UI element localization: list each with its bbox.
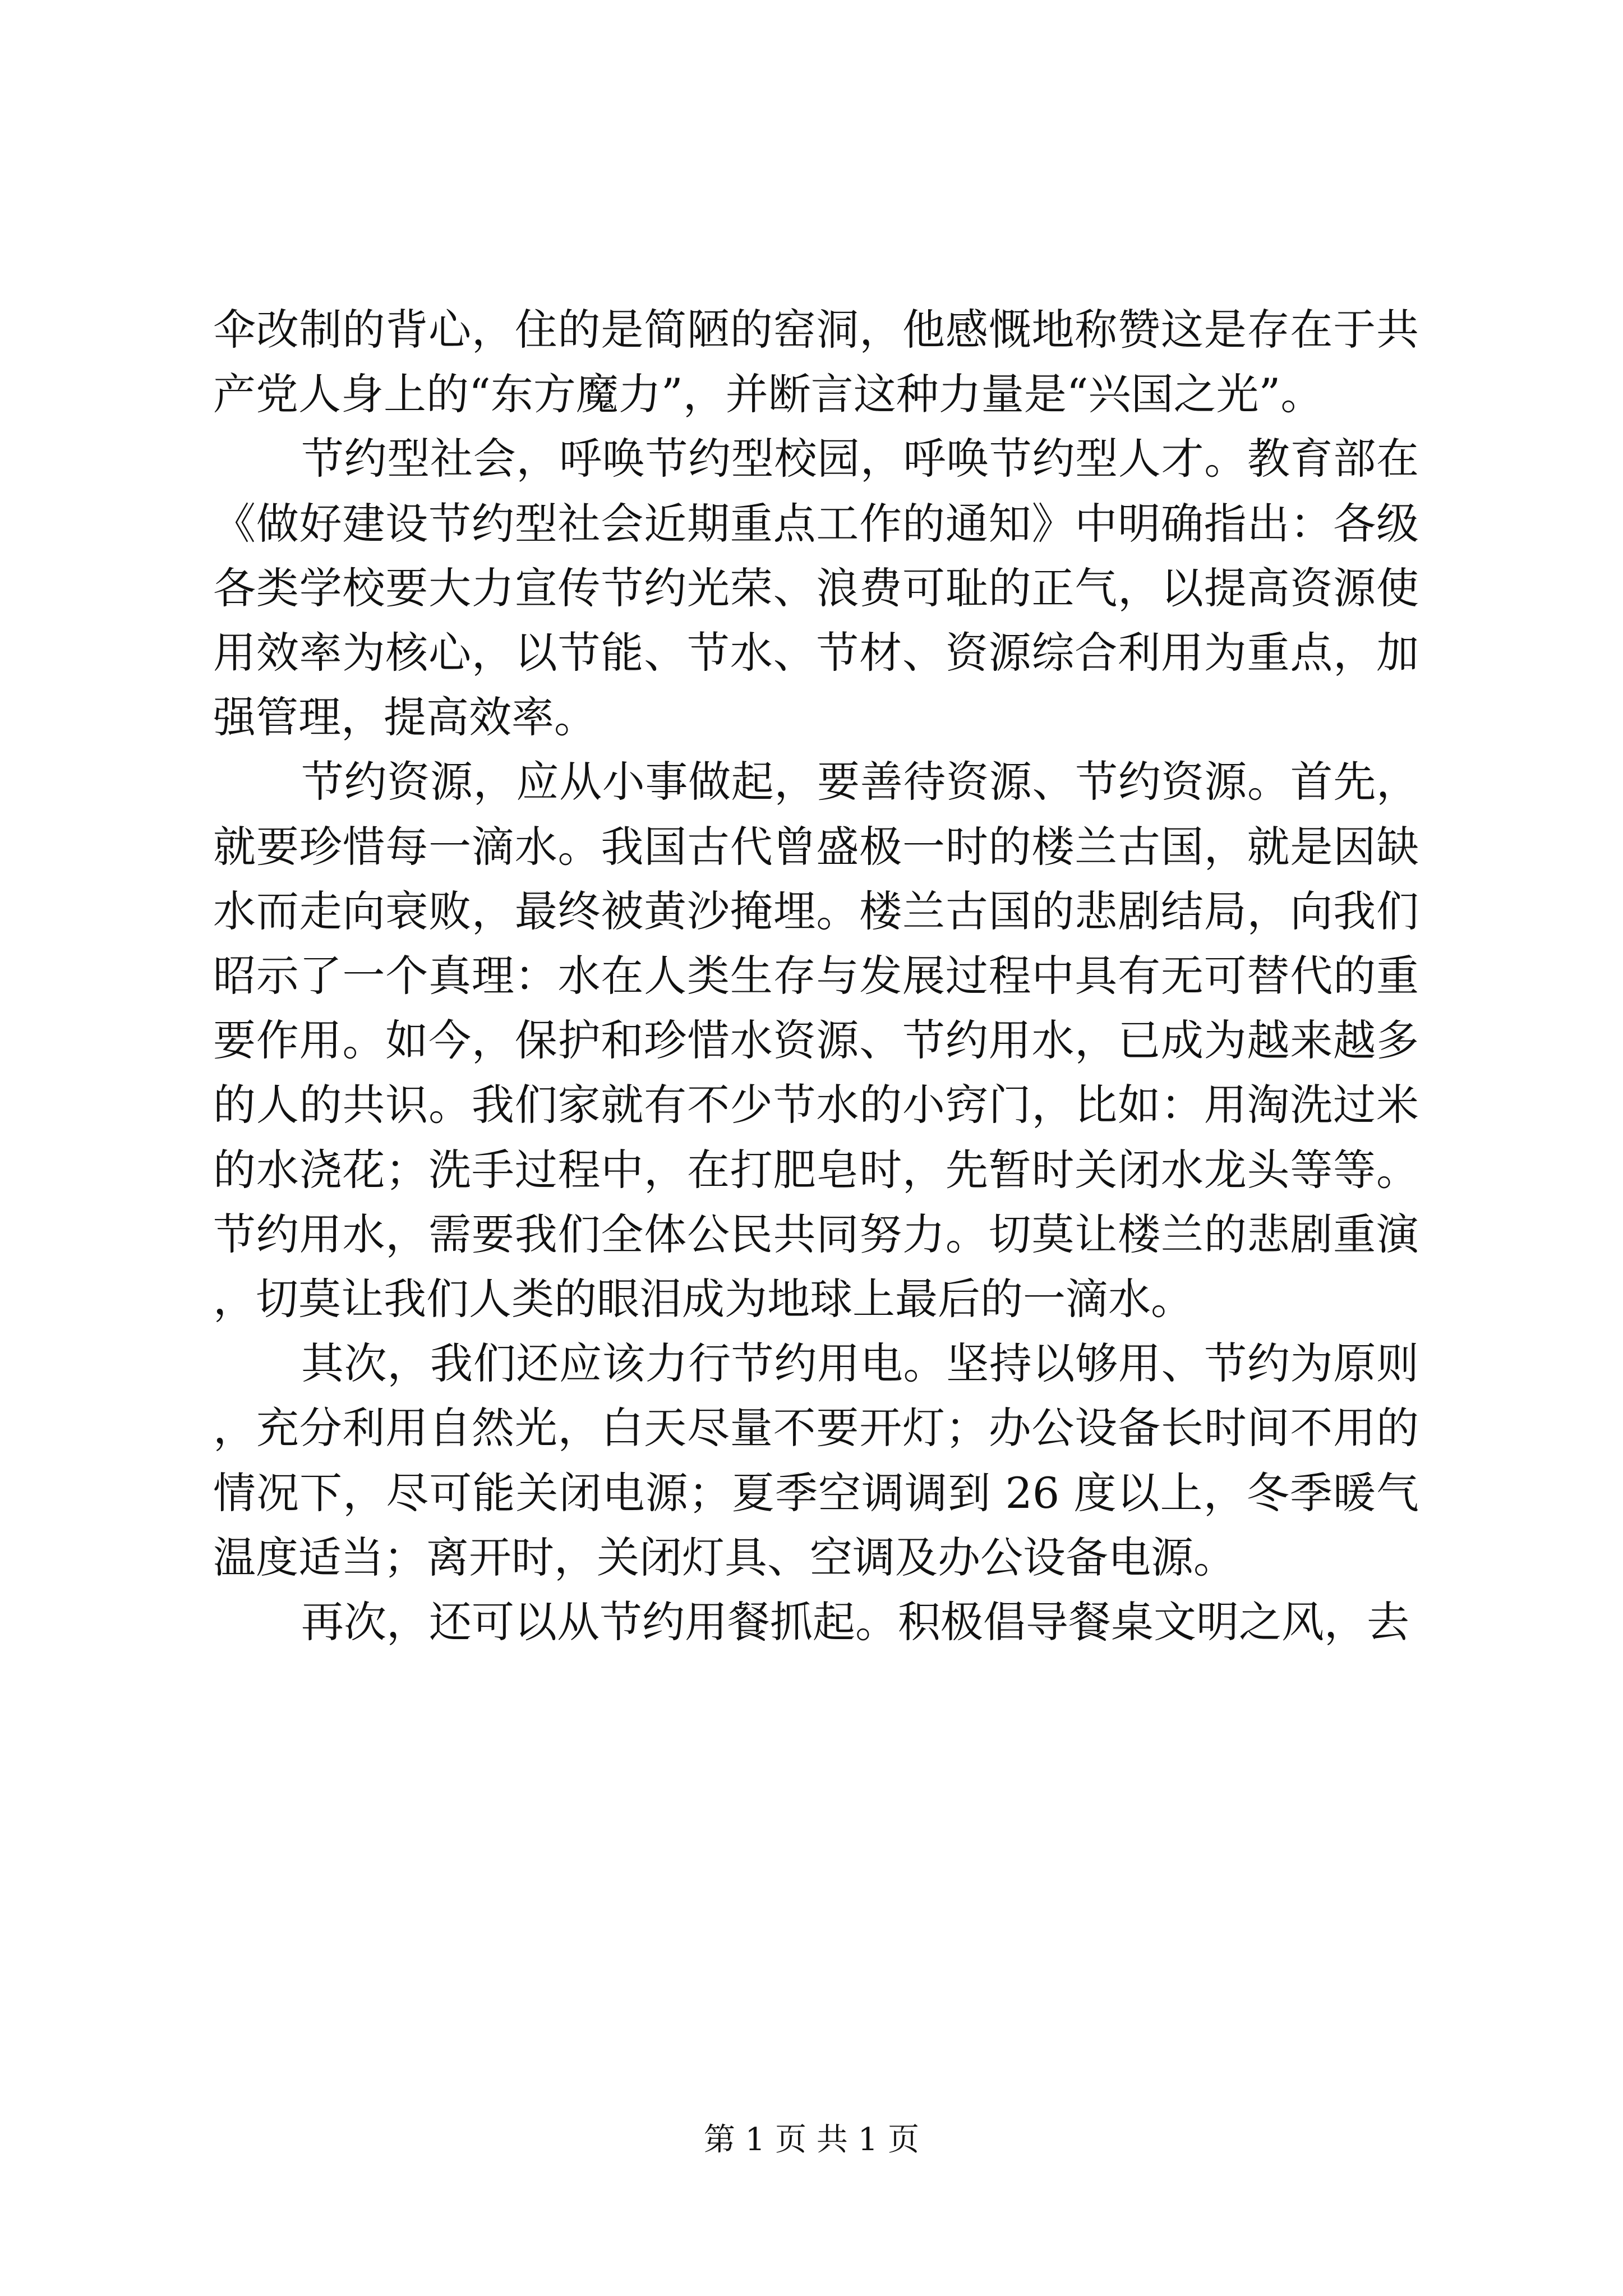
document-body [213, 297, 1419, 1654]
page-footer: 第 1 页 共 1 页 [703, 2122, 920, 2158]
paragraph-4: 其次，我们还应该力行节约用电。坚持以够用、节约为原则，充分利用自然光，白天尽量不要开灯；办公设备长时间不用的情况下，尽可能关闭电源；夏季空调调到 26 度以上，冬季暖气温度适当；离开时，关闭灯具、空调及办公设备电源。 [213, 1338, 1419, 1582]
paragraph-2: 节约型社会，呼唤节约型校园，呼唤节约型人才。教育部在《做好建设节约型社会近期重点工作的通知》中明确指出：各级各类学校要大力宣传节约光荣、浪费可耻的正气，以提高资源使用效率为核心，以节能、节水、节材、资源综合利用为重点，加强管理，提高效率。 [213, 434, 1419, 743]
paragraph-1: 伞改制的背心，住的是简陋的窑洞，他感慨地称赞这是存在于共产党人身上的“东方魔力”，并断言这种力量是“兴国之光”。 [213, 305, 1419, 420]
paragraph-3: 节约资源，应从小事做起，要善待资源、节约资源。首先，就要珍惜每一滴水。我国古代曾盛极一时的楼兰古国，就是因缺水而走向衰败，最终被黄沙掩埋。楼兰古国的悲剧结局，向我们昭示了一个真理：水在人类生存与发展过程中具有无可替代的重要作用。如今，保护和珍惜水资源、节约用水，已成为越来越多的人的共识。我们家就有不少节水的小窍门，比如：用淘洗过米的水浇花；洗手过程中，在打肥皂时，先暂时关闭水龙头等等。节约用水，需要我们全体公民共同努力。切莫让楼兰的悲剧重演，切莫让我们人类的眼泪成为地球上最后的一滴水。 [213, 757, 1419, 1324]
paragraph-5: 再次，还可以从节约用餐抓起。积极倡导餐桌文明之风，去 [301, 1597, 1409, 1648]
